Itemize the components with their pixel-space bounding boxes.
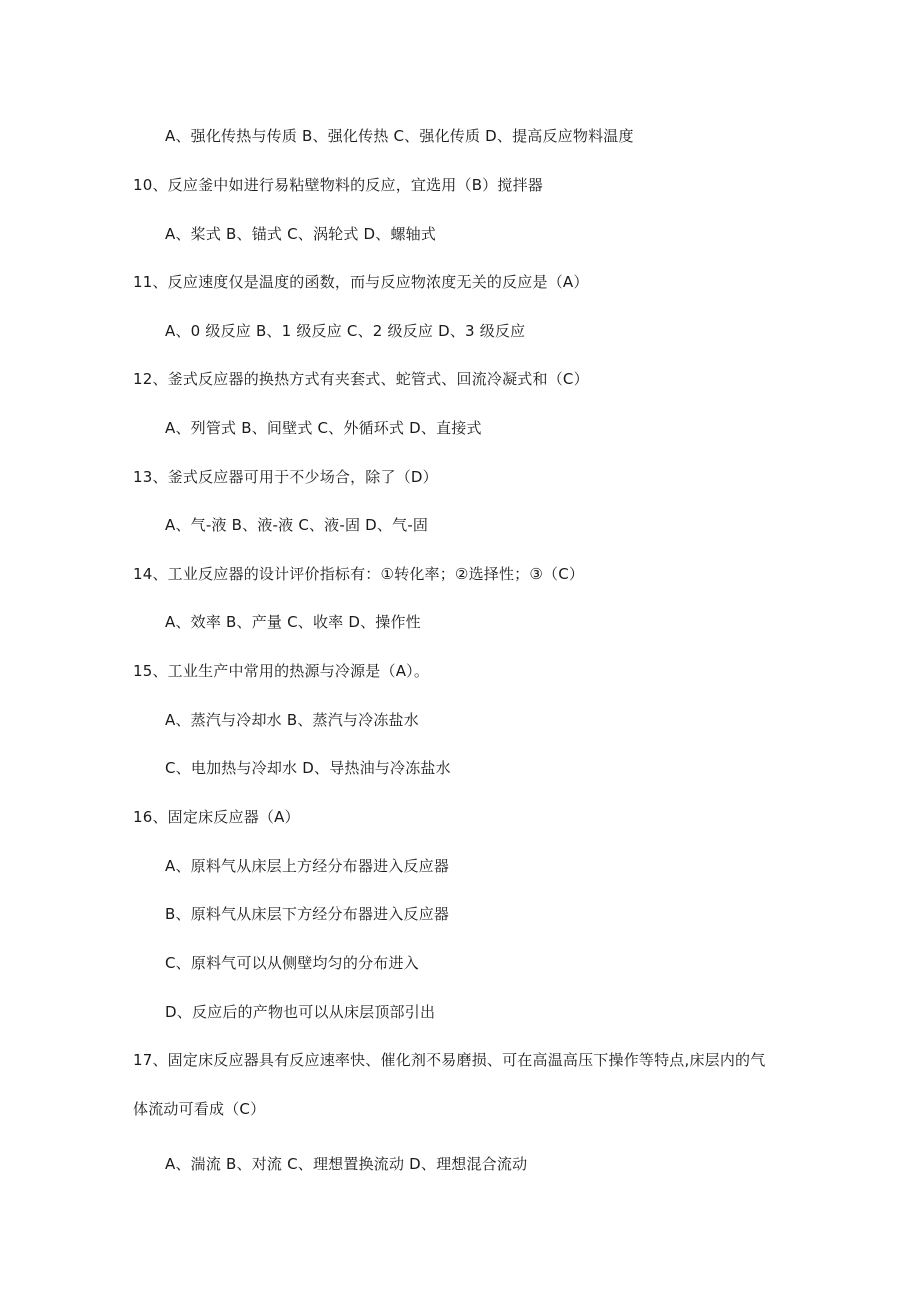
question-17-options: A、湍流 B、对流 C、理想置换流动 D、理想混合流动 (165, 1155, 528, 1173)
question-16-text: 16、固定床反应器（A） (133, 808, 300, 826)
question-10-text: 10、反应釜中如进行易粘壁物料的反应，宜选用（B）搅拌器 (133, 176, 543, 194)
question-15-text: 15、工业生产中常用的热源与冷源是（A）。 (133, 662, 430, 680)
question-12-text: 12、釜式反应器的换热方式有夹套式、蛇管式、回流冷凝式和（C） (133, 370, 589, 388)
question-14-text: 14、工业反应器的设计评价指标有：①转化率；②选择性；③（C） (133, 565, 585, 583)
question-16-option-b: B、原料气从床层下方经分布器进入反应器 (165, 905, 450, 923)
question-16-option-a: A、原料气从床层上方经分布器进入反应器 (165, 857, 450, 875)
question-9-options: A、强化传热与传质 B、强化传热 C、强化传质 D、提高反应物料温度 (165, 127, 634, 145)
question-16-option-d: D、反应后的产物也可以从床层顶部引出 (165, 1003, 436, 1021)
question-13-options: A、气-液 B、液-液 C、液-固 D、气-固 (165, 516, 429, 534)
question-16-option-c: C、原料气可以从侧壁均匀的分布进入 (165, 954, 419, 972)
question-11-text: 11、反应速度仅是温度的函数，而与反应物浓度无关的反应是（A） (133, 273, 589, 291)
question-17-text-continued: 体流动可看成（C） (133, 1100, 266, 1118)
question-12-options: A、列管式 B、间壁式 C、外循环式 D、直接式 (165, 419, 482, 437)
question-13-text: 13、釜式反应器可用于不少场合，除了（D） (133, 468, 438, 486)
question-15-options-ab: A、蒸汽与冷却水 B、蒸汽与冷冻盐水 (165, 711, 419, 729)
question-10-options: A、桨式 B、锚式 C、涡轮式 D、螺轴式 (165, 225, 437, 243)
question-15-options-cd: C、电加热与冷却水 D、导热油与冷冻盐水 (165, 759, 451, 777)
question-17-text: 17、固定床反应器具有反应速率快、催化剂不易磨损、可在高温高压下操作等特点,床层内的气 (133, 1051, 766, 1069)
question-14-options: A、效率 B、产量 C、收率 D、操作性 (165, 613, 421, 631)
question-11-options: A、0 级反应 B、1 级反应 C、2 级反应 D、3 级反应 (165, 322, 526, 340)
